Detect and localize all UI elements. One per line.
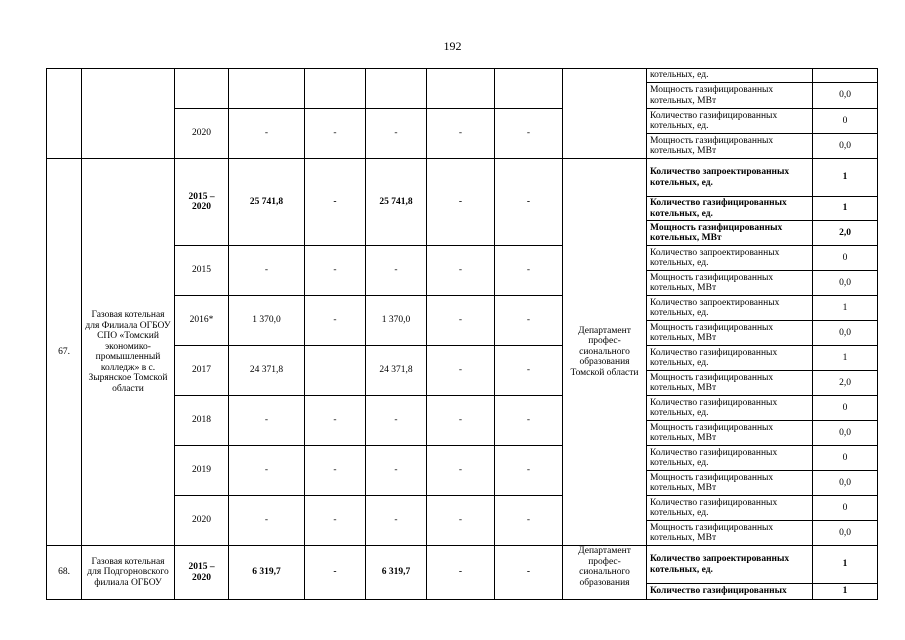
indicator-label: Мощность газифицированных котельных, МВт bbox=[647, 421, 813, 446]
cell-amount bbox=[495, 69, 563, 109]
cell-amount: - bbox=[427, 159, 495, 246]
program-table bbox=[46, 68, 878, 600]
cell-number bbox=[47, 69, 82, 159]
cell-amount: 6 319,7 bbox=[366, 546, 427, 600]
cell-year: 2020 bbox=[175, 496, 229, 546]
cell-amount: - bbox=[305, 159, 366, 246]
indicator-label: Количество запроектированных котельных, ед. bbox=[647, 296, 813, 321]
indicator-label: Мощность газифицированных котельных, МВт bbox=[647, 221, 813, 246]
cell-object: Газовая котельная для Подгорновского филиала ОГБОУ bbox=[82, 546, 175, 600]
indicator-value: 1 bbox=[813, 159, 878, 197]
cell-amount: - bbox=[495, 546, 563, 600]
indicator-value: 0 bbox=[813, 109, 878, 134]
indicator-label: Мощность газифицированных котельных, МВт bbox=[647, 83, 813, 109]
cell-amount: - bbox=[305, 546, 366, 600]
indicator-value: 1 bbox=[813, 346, 878, 371]
indicator-value: 1 bbox=[813, 546, 878, 584]
indicator-label: Количество газифицированных котельных, ед. bbox=[647, 109, 813, 134]
indicator-label: Мощность газифицированных котельных, МВт bbox=[647, 521, 813, 546]
indicator-value: 0,0 bbox=[813, 421, 878, 446]
cell-amount: - bbox=[495, 346, 563, 396]
indicator-label: Количество запроектированных котельных, ед. bbox=[647, 246, 813, 271]
cell-year: 2015 – 2020 bbox=[175, 159, 229, 246]
indicator-label: Мощность газифицированных котельных, МВт bbox=[647, 371, 813, 396]
indicator-label: Количество газифицированных bbox=[647, 584, 813, 600]
cell-year: 2016* bbox=[175, 296, 229, 346]
indicator-value: 0 bbox=[813, 396, 878, 421]
indicator-value: 0,0 bbox=[813, 321, 878, 346]
cell-amount: 1 370,0 bbox=[366, 296, 427, 346]
cell-amount: - bbox=[366, 496, 427, 546]
cell-amount: - bbox=[495, 496, 563, 546]
indicator-value: 0,0 bbox=[813, 471, 878, 496]
cell-amount: - bbox=[366, 246, 427, 296]
indicator-value: 0 bbox=[813, 446, 878, 471]
cell-amount: - bbox=[366, 396, 427, 446]
indicator-value: 1 bbox=[813, 296, 878, 321]
indicator-value: 1 bbox=[813, 197, 878, 221]
cell-amount: - bbox=[495, 446, 563, 496]
indicator-value: 0,0 bbox=[813, 271, 878, 296]
indicator-label: Количество газифицированных котельных, ед. bbox=[647, 197, 813, 221]
cell-year: 2015 bbox=[175, 246, 229, 296]
table-row bbox=[47, 69, 878, 83]
cell-amount bbox=[427, 69, 495, 109]
indicator-value bbox=[813, 69, 878, 83]
cell-executor: Департамент профес-сионального образования bbox=[563, 546, 647, 600]
cell-amount: - bbox=[305, 296, 366, 346]
cell-amount: - bbox=[427, 246, 495, 296]
cell-amount: - bbox=[305, 109, 366, 159]
indicator-label: Мощность газифицированных котельных, МВт bbox=[647, 134, 813, 159]
cell-object bbox=[82, 69, 175, 159]
cell-year: 2018 bbox=[175, 396, 229, 446]
cell-year: 2017 bbox=[175, 346, 229, 396]
indicator-label: Количество газифицированных котельных, ед. bbox=[647, 446, 813, 471]
indicator-value: 1 bbox=[813, 584, 878, 600]
indicator-label: котельных, ед. bbox=[647, 69, 813, 83]
cell-amount: - bbox=[305, 446, 366, 496]
cell-executor bbox=[563, 69, 647, 159]
cell-amount: - bbox=[427, 346, 495, 396]
indicator-label: Мощность газифицированных котельных, МВт bbox=[647, 471, 813, 496]
cell-number: 67. bbox=[47, 159, 82, 546]
indicator-value: 0 bbox=[813, 496, 878, 521]
indicator-label: Количество газифицированных котельных, ед. bbox=[647, 396, 813, 421]
cell-amount: - bbox=[305, 496, 366, 546]
cell-amount: - bbox=[495, 109, 563, 159]
indicator-value: 0,0 bbox=[813, 134, 878, 159]
cell-number: 68. bbox=[47, 546, 82, 600]
cell-amount: - bbox=[305, 246, 366, 296]
indicator-value: 2,0 bbox=[813, 221, 878, 246]
indicator-value: 2,0 bbox=[813, 371, 878, 396]
cell-object: Газовая котельная для Филиала ОГБОУ СПО «Томский экономико-промышленный колледж» в с. Зырянское Томской области bbox=[82, 159, 175, 546]
indicator-label: Количество газифицированных котельных, ед. bbox=[647, 346, 813, 371]
cell-amount: - bbox=[427, 396, 495, 446]
cell-amount bbox=[305, 69, 366, 109]
cell-amount: - bbox=[229, 396, 305, 446]
cell-amount: - bbox=[229, 246, 305, 296]
cell-amount: - bbox=[427, 446, 495, 496]
page-number: 192 bbox=[443, 39, 462, 53]
cell-amount bbox=[305, 346, 366, 396]
cell-amount: - bbox=[427, 496, 495, 546]
cell-executor: Департамент профес-сионального образования Томской области bbox=[563, 159, 647, 546]
cell-amount: - bbox=[366, 446, 427, 496]
table-row bbox=[47, 159, 878, 197]
indicator-label: Количество газифицированных котельных, ед. bbox=[647, 496, 813, 521]
cell-amount: - bbox=[229, 446, 305, 496]
indicator-label: Мощность газифицированных котельных, МВт bbox=[647, 321, 813, 346]
cell-amount: - bbox=[495, 159, 563, 246]
indicator-label: Количество запроектированных котельных, ед. bbox=[647, 546, 813, 584]
cell-amount bbox=[366, 69, 427, 109]
indicator-value: 0 bbox=[813, 246, 878, 271]
cell-amount: - bbox=[495, 246, 563, 296]
cell-amount: - bbox=[495, 396, 563, 446]
indicator-value: 0,0 bbox=[813, 521, 878, 546]
cell-amount: - bbox=[305, 396, 366, 446]
cell-amount: 1 370,0 bbox=[229, 296, 305, 346]
indicator-label: Мощность газифицированных котельных, МВт bbox=[647, 271, 813, 296]
cell-amount: - bbox=[427, 546, 495, 600]
cell-year: 2019 bbox=[175, 446, 229, 496]
cell-year bbox=[175, 69, 229, 109]
cell-amount: - bbox=[427, 296, 495, 346]
cell-amount: 25 741,8 bbox=[229, 159, 305, 246]
cell-amount: - bbox=[495, 296, 563, 346]
cell-amount: - bbox=[427, 109, 495, 159]
table-row bbox=[47, 546, 878, 584]
cell-amount bbox=[229, 69, 305, 109]
indicator-value: 0,0 bbox=[813, 83, 878, 109]
cell-year: 2015 – 2020 bbox=[175, 546, 229, 600]
cell-year: 2020 bbox=[175, 109, 229, 159]
cell-amount: 25 741,8 bbox=[366, 159, 427, 246]
cell-amount: - bbox=[229, 496, 305, 546]
cell-amount: - bbox=[366, 109, 427, 159]
cell-amount: 24 371,8 bbox=[229, 346, 305, 396]
cell-amount: 6 319,7 bbox=[229, 546, 305, 600]
indicator-label: Количество запроектированных котельных, ед. bbox=[647, 159, 813, 197]
cell-amount: 24 371,8 bbox=[366, 346, 427, 396]
cell-amount: - bbox=[229, 109, 305, 159]
